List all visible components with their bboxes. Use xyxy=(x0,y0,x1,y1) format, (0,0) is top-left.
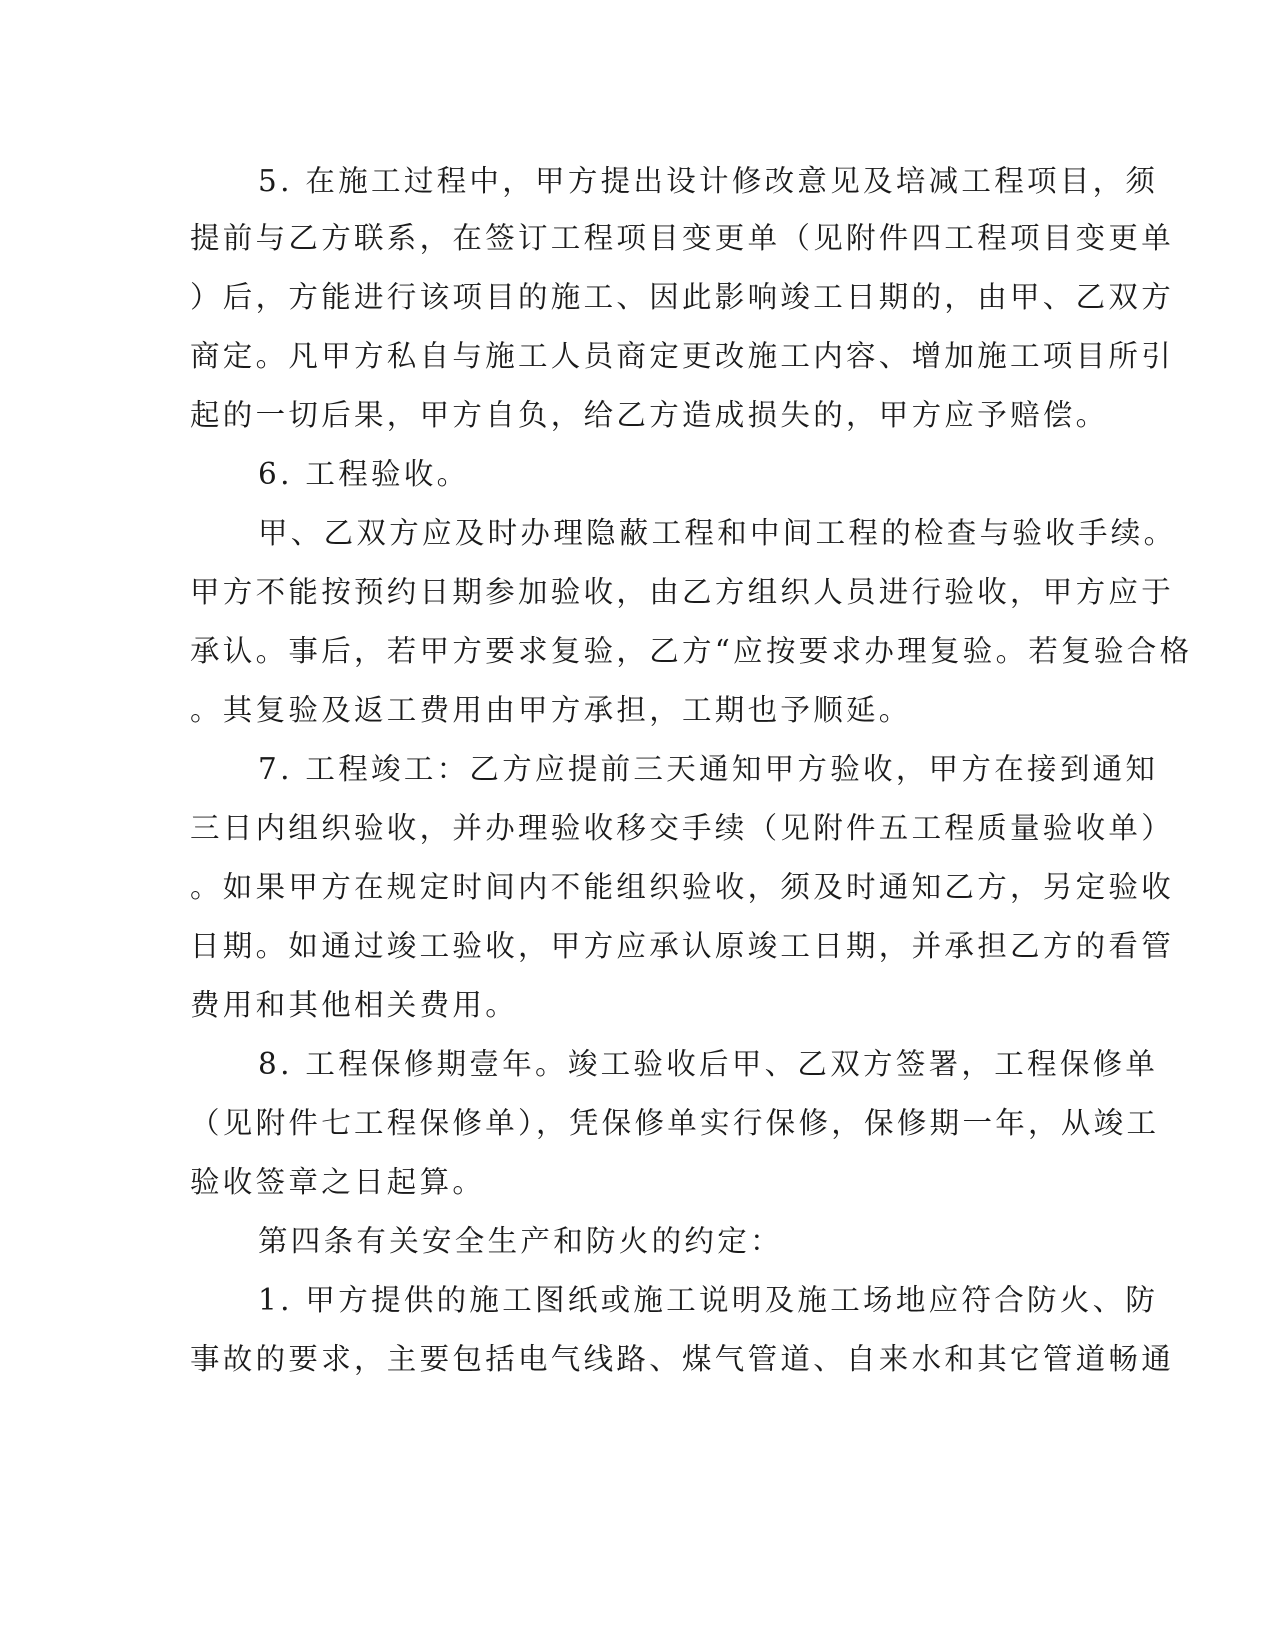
text-line: 7. 工程竣工：乙方应提前三天通知甲方验收，甲方在接到通知 xyxy=(258,752,1159,786)
text-line: 8. 工程保修期壹年。竣工验收后甲、乙双方签署，工程保修单 xyxy=(258,1047,1159,1081)
text-line: 起的一切后果，甲方自负，给乙方造成损失的，甲方应予赔偿。 xyxy=(190,398,1109,432)
text-line: 提前与乙方联系，在签订工程项目变更单（见附件四工程项目变更单 xyxy=(190,221,1175,255)
text-line: 验收签章之日起算。 xyxy=(190,1165,486,1199)
text-line: 费用和其他相关费用。 xyxy=(190,988,519,1022)
text-line: 商定。凡甲方私自与施工人员商定更改施工内容、增加施工项目所引 xyxy=(190,339,1175,373)
text-line: 。如果甲方在规定时间内不能组织验收，须及时通知乙方，另定验收 xyxy=(190,870,1175,904)
text-line: 6. 工程验收。 xyxy=(258,457,470,491)
text-line: 1. 甲方提供的施工图纸或施工说明及施工场地应符合防火、防 xyxy=(258,1283,1159,1317)
text-line: 5. 在施工过程中，甲方提出设计修改意见及培减工程项目，须 xyxy=(258,164,1159,198)
text-line: 日期。如通过竣工验收，甲方应承认原竣工日期，并承担乙方的看管 xyxy=(190,929,1175,963)
text-line: 三日内组织验收，并办理验收移交手续（见附件五工程质量验收单） xyxy=(190,811,1175,845)
text-line: 承认。事后，若甲方要求复验，乙方“应按要求办理复验。若复验合格 xyxy=(190,634,1193,668)
text-line: 甲、乙双方应及时办理隐蔽工程和中间工程的检查与验收手续。 xyxy=(258,516,1177,550)
text-line: 。其复验及返工费用由甲方承担，工期也予顺延。 xyxy=(190,693,912,727)
text-line: （见附件七工程保修单），凭保修单实行保修，保修期一年，从竣工 xyxy=(190,1106,1160,1140)
text-line: 甲方不能按预约日期参加验收，由乙方组织人员进行验收，甲方应于 xyxy=(190,575,1175,609)
text-line: 事故的要求，主要包括电气线路、煤气管道、自来水和其它管道畅通 xyxy=(190,1342,1175,1376)
text-line: ）后，方能进行该项目的施工、因此影响竣工日期的，由甲、乙双方 xyxy=(190,280,1175,314)
text-line: 第四条有关安全生产和防火的约定： xyxy=(258,1224,783,1258)
